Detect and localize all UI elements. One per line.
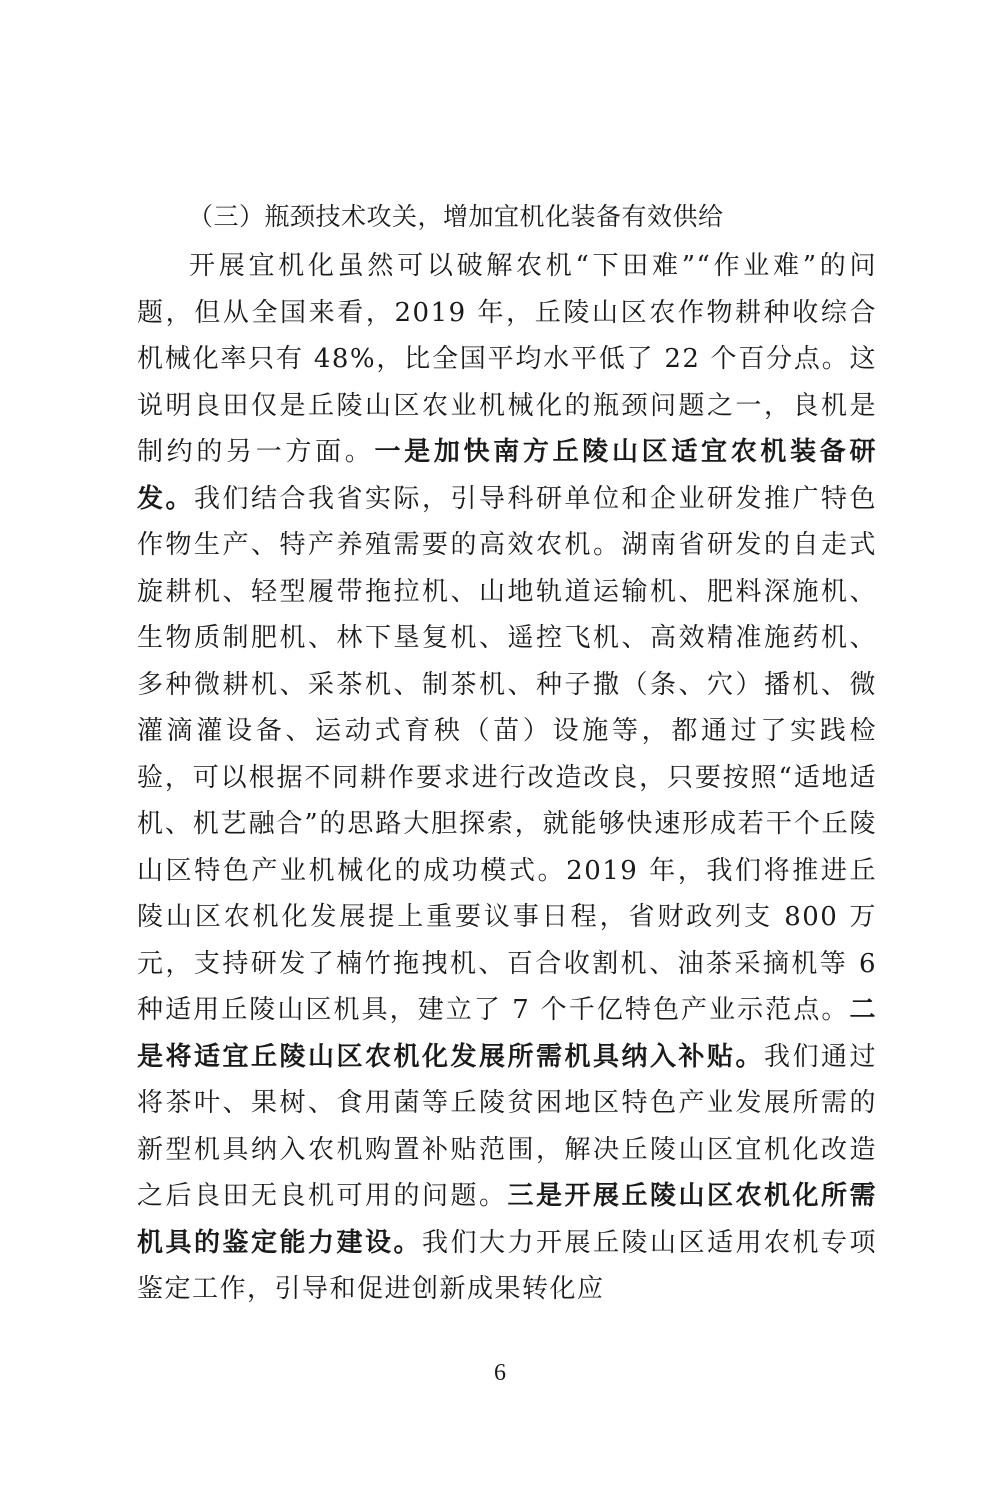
point2-text: 我们通过将茶叶、果树、食用菌等丘陵贫困地区特色产业发展所需的新型机具纳入农机购置补贴范围，解决丘陵山区宜机化改造之后良田无良机可用的问题。 xyxy=(137,1041,877,1211)
body-paragraph xyxy=(137,243,877,1304)
page-number: 6 xyxy=(494,1360,506,1386)
paragraph-intro: 开展宜机化虽然可以破解农机“下田难”“作业难”的问题，但从全国来看，2019 年，丘陵山区农作物耕种收综合机械化率只有 48%，比全国平均水平低了 22 个百分点。这说明良田仅是丘陵山区农业机械化的瓶颈问题之一，良机是制约的另一方面。 xyxy=(137,251,877,467)
point1-title: 一是加快南方丘陵山区适宜农机装备研发。 xyxy=(137,437,877,514)
point3-text: 我们大力开展丘陵山区适用农机专项鉴定工作，引导和促进创新成果转化应 xyxy=(137,1227,877,1304)
point3-title: 三是开展丘陵山区农机化所需机具的鉴定能力建设。 xyxy=(137,1181,877,1258)
section-heading: （三）瓶颈技术攻关，增加宜机化装备有效供给 xyxy=(188,202,724,231)
point1-text: 我们结合我省实际，引导科研单位和企业研发推广特色作物生产、特产养殖需要的高效农机。湖南省研发的自走式旋耕机、轻型履带拖拉机、山地轨道运输机、肥料深施机、生物质制肥机、林下垦复机、遥控飞机、高效精准施药机、多种微耕机、采茶机、制茶机、种子撒（条、穴）播机、微灌滴灌设备、运动式育秧（苗）设施等，都通过了实践检验，可以根据不同耕作要求进行改造改良，只要按照“适地适机、机艺融合”的思路大胆探索，就能够快速形成若干个丘陵山区特色产业机械化的成功模式。2019 年，我们将推进丘陵山区农机化发展提上重要议事日程，省财政列支 800 万元，支持研发了楠竹拖拽机、百合收割机、油茶采摘机等 6 种适用丘陵山区机具，建立了 7 个千亿特色产业示范点。 xyxy=(137,483,877,1025)
point2-title: 二是将适宜丘陵山区农机化发展所需机具纳入补贴。 xyxy=(137,995,877,1072)
